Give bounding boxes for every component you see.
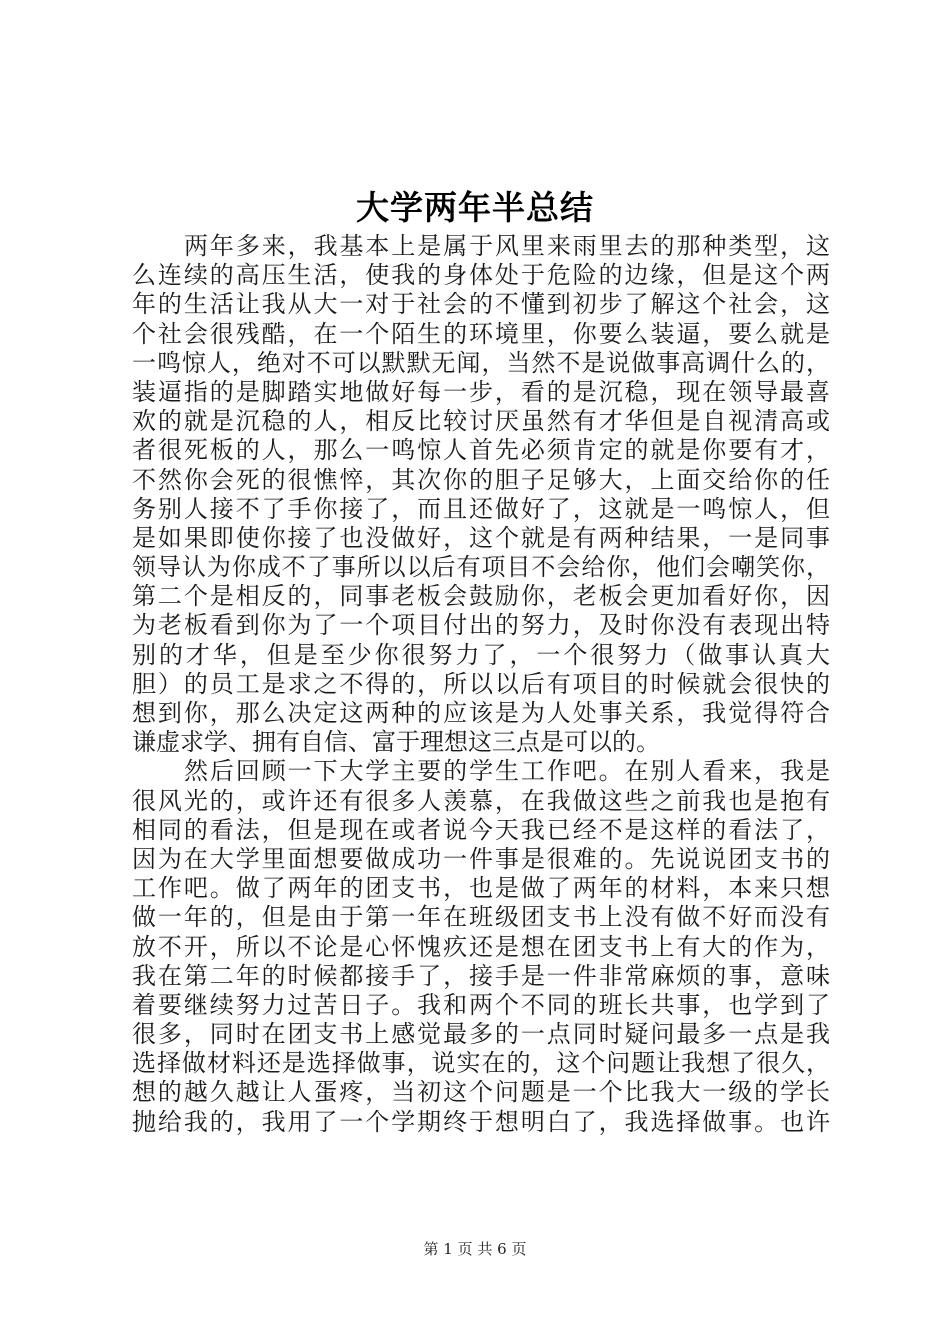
text-line: 一鸣惊人，绝对不可以默默无闻，当然不是说做事高调什么的， xyxy=(132,348,830,377)
text-line: 欢的就是沉稳的人，相反比较讨厌虽然有才华但是自视清高或 xyxy=(132,407,830,436)
text-line: 两年多来，我基本上是属于风里来雨里去的那种类型，这 xyxy=(184,232,830,260)
text-line: 放不开，所以不论是心怀愧疚还是想在团支书上有大的作为， xyxy=(132,932,830,961)
text-line: 胆）的员工是求之不得的，所以以后有项目的时候就会很快的 xyxy=(132,669,830,698)
document-title: 大学两年半总结 xyxy=(356,188,594,227)
text-line: 相同的看法，但是现在或者说今天我已经不是这样的看法了， xyxy=(132,815,830,844)
text-line: 很风光的，或许还有很多人羡慕，在我做这些之前我也是抱有 xyxy=(132,786,830,815)
text-line: 想的越久越让人蛋疼，当初这个问题是一个比我大一级的学长 xyxy=(132,1078,830,1107)
text-line: 务别人接不了手你接了，而且还做好了，这就是一鸣惊人，但 xyxy=(132,494,830,523)
text-line: 年的生活让我从大一对于社会的不懂到初步了解这个社会，这 xyxy=(132,290,830,319)
text-line: 第二个是相反的，同事老板会鼓励你，老板会更加看好你，因 xyxy=(132,582,830,611)
text-line: 工作吧。做了两年的团支书，也是做了两年的材料，本来只想 xyxy=(132,874,830,903)
text-line: 想到你，那么决定这两种的应该是为人处事关系，我觉得符合 xyxy=(132,699,830,727)
text-line: 领导认为你成不了事所以以后有项目不会给你，他们会嘲笑你， xyxy=(132,553,830,582)
text-line: 谦虚求学、拥有自信、富于理想这三点是可以的。 xyxy=(132,728,660,757)
text-line: 个社会很残酷，在一个陌生的环境里，你要么装逼，要么就是 xyxy=(132,319,830,348)
text-line: 选择做材料还是选择做事，说实在的，这个问题让我想了很久， xyxy=(132,1049,830,1078)
text-line: 装逼指的是脚踏实地做好每一步，看的是沉稳，现在领导最喜 xyxy=(132,377,830,406)
page-footer: 第 1 页 共 6 页 xyxy=(423,1240,527,1258)
text-line: 么连续的高压生活，使我的身体处于危险的边缘，但是这个两 xyxy=(132,261,830,290)
document-body xyxy=(132,232,830,1137)
text-line: 者很死板的人，那么一鸣惊人首先必须肯定的就是你要有才， xyxy=(132,436,830,465)
text-line: 做一年的，但是由于第一年在班级团支书上没有做不好而没有 xyxy=(132,903,830,932)
text-line: 是如果即使你接了也没做好，这个就是有两种结果，一是同事 xyxy=(132,523,830,552)
text-line: 着要继续努力过苦日子。我和两个不同的班长共事，也学到了 xyxy=(132,990,830,1019)
text-line: 因为在大学里面想要做成功一件事是很难的。先说说团支书的 xyxy=(132,844,830,873)
text-line: 别的才华，但是至少你很努力了，一个很努力（做事认真大 xyxy=(132,640,830,669)
text-line: 很多，同时在团支书上感觉最多的一点同时疑问最多一点是我 xyxy=(132,1020,830,1049)
text-line: 不然你会死的很憔悴，其次你的胆子足够大，上面交给你的任 xyxy=(132,465,830,494)
text-line: 抛给我的，我用了一个学期终于想明白了，我选择做事。也许 xyxy=(132,1107,830,1136)
text-line: 为老板看到你为了一个项目付出的努力，及时你没有表现出特 xyxy=(132,611,830,640)
text-line: 然后回顾一下大学主要的学生工作吧。在别人看来，我是 xyxy=(184,757,830,786)
text-line: 我在第二年的时候都接手了，接手是一件非常麻烦的事，意味 xyxy=(132,961,830,990)
